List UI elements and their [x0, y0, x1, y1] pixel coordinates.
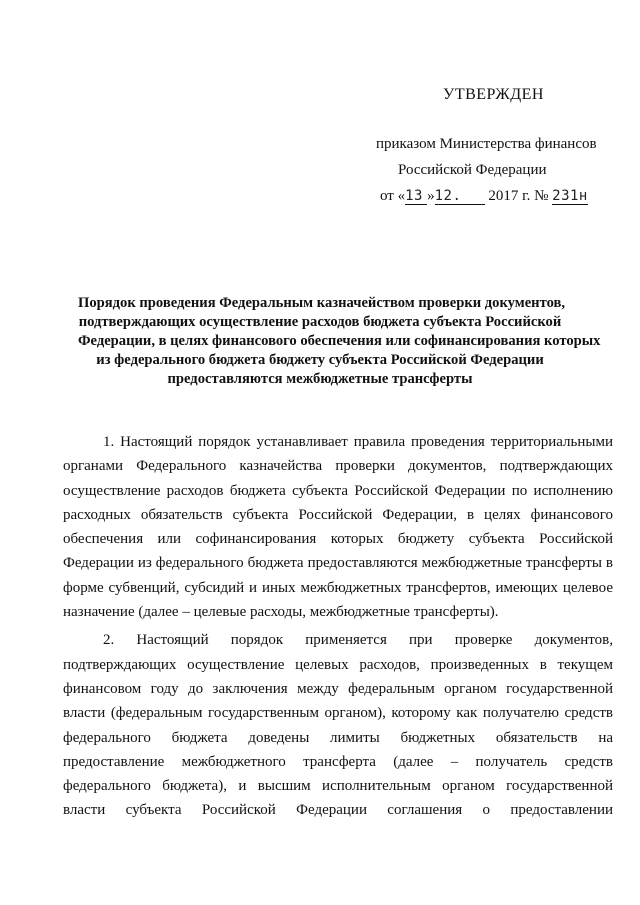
date-month-field: 12.: [435, 188, 485, 205]
title-line: Порядок проведения Федеральным казначейством проверки документов,: [78, 295, 566, 311]
paragraph-2: 2. Настоящий порядок применяется при проверке документов, подтверждающих осуществление целевых расходов, произведенных в текущем финансовом году до заключения между федеральным органом государственной власти (федеральным государственным органом), которому как получателю средств федерального бюджета доведены лимиты бюджетных обязательств на предоставление межбюджетного трансферта (далее – получатель средств федерального бюджета), и высшим исполнительным органом государственной власти субъекта Российской Федерации соглашения о предоставлении: [63, 632, 613, 819]
title-line: предоставляются межбюджетные трансферты: [167, 371, 473, 387]
title-line: из федерального бюджета бюджету субъекта Российской Федерации: [96, 352, 544, 368]
date-year: 2017 г. №: [484, 188, 553, 204]
order-number-field: 231н: [552, 188, 588, 204]
document-title: [78, 294, 601, 389]
date-day-field: 13: [405, 188, 427, 205]
approved-heading: УТВЕРЖДЕН: [443, 86, 544, 103]
date-separator: »: [427, 188, 435, 204]
title-line: подтверждающих осуществление расходов бюджета субъекта Российской: [78, 314, 562, 330]
title-line: Федерации, в целях финансового обеспечения или софинансирования которых: [78, 333, 601, 349]
paragraph-1: 1. Настоящий порядок устанавливает правила проведения территориальными органами Федерального казначейства проверки документов, подтверждающих осуществление расходов бюджета субъекта Российской Федерации по исполнению расходных обязательств субъекта Российской Федерации, в целях финансового обеспечения или софинансирования которых бюджету субъекта Российской Федерации из федерального бюджета предоставляются межбюджетные трансферты в форме субвенций, субсидий и иных межбюджетных трансфертов, имеющих целевое назначение (далее – целевые расходы, межбюджетные трансферты).: [63, 434, 613, 621]
approval-date-number-line: [380, 188, 588, 205]
document-body: [63, 430, 613, 827]
approval-ministry-line: Российской Федерации: [398, 162, 547, 178]
approval-order-line: приказом Министерства финансов: [376, 136, 597, 152]
date-prefix: от «: [380, 188, 406, 204]
